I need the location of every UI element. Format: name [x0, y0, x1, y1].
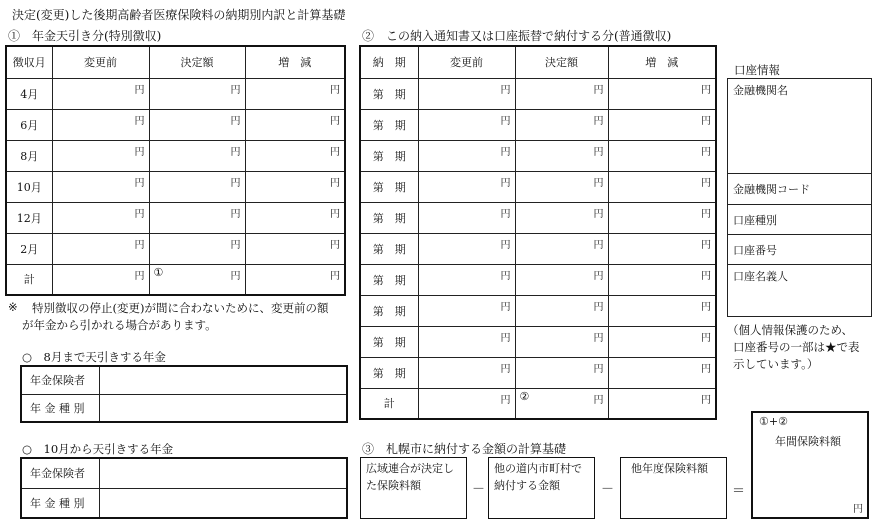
period-label: 第 期	[360, 233, 418, 264]
yen-unit: 円	[593, 394, 604, 406]
header-decided: 決定額	[149, 46, 245, 78]
table-row	[360, 233, 716, 264]
row-label: 4月	[6, 78, 52, 109]
total-label: 計	[360, 388, 418, 419]
before-cell[interactable]	[52, 233, 149, 264]
table-row	[360, 264, 716, 295]
before-cell[interactable]	[52, 202, 149, 233]
yen-unit: 円	[330, 208, 340, 220]
account-number-label: 口座番号	[733, 243, 777, 257]
total-row	[6, 264, 345, 295]
pension-insurer-value[interactable]	[99, 366, 347, 394]
row-label: 計	[6, 264, 52, 295]
row-label: 2月	[6, 233, 52, 264]
before-cell[interactable]	[418, 264, 515, 295]
yen-unit: 円	[330, 84, 340, 96]
change-cell[interactable]	[608, 388, 716, 419]
yen-unit: 円	[230, 177, 241, 189]
period-label: 第 期	[360, 295, 418, 326]
change-cell[interactable]	[608, 326, 716, 357]
header-before: 変更前	[52, 46, 149, 78]
yen-unit: 円	[593, 208, 604, 220]
note-mark: ※	[8, 300, 18, 314]
yen-unit: 円	[500, 301, 511, 313]
yen-unit: 円	[500, 239, 511, 251]
decided-cell[interactable]	[515, 140, 608, 171]
table-row	[6, 233, 345, 264]
pension-aug-heading: ○ 8月まで天引きする年金	[22, 350, 166, 364]
yen-unit: 円	[701, 270, 711, 282]
change-cell[interactable]	[245, 171, 345, 202]
yen-unit: 円	[701, 84, 711, 96]
before-cell[interactable]	[418, 357, 515, 388]
before-cell[interactable]	[418, 78, 515, 109]
before-cell[interactable]	[418, 202, 515, 233]
decided-cell[interactable]	[515, 171, 608, 202]
pension-aug-table	[20, 365, 348, 423]
pension-type-label: 年 金 種 別	[21, 488, 99, 518]
decided-cell[interactable]	[515, 264, 608, 295]
decided-cell[interactable]	[149, 171, 245, 202]
yen-unit: 円	[330, 115, 340, 127]
box1-line1: 広域連合が決定し	[366, 462, 454, 475]
yen-unit: 円	[593, 270, 604, 282]
yen-unit: 円	[330, 146, 340, 158]
privacy-note-2: 口座番号の一部は★で表	[733, 340, 860, 354]
yen-unit: 円	[701, 208, 711, 220]
account-heading: 口座情報	[734, 63, 780, 77]
decided-cell[interactable]	[515, 295, 608, 326]
yen-unit: 円	[500, 115, 511, 127]
change-cell[interactable]	[245, 78, 345, 109]
yen-unit: 円	[701, 146, 711, 158]
period-label: 第 期	[360, 202, 418, 233]
note-line2: が年金から引かれる場合があります。	[22, 318, 217, 332]
sec1-heading: ① 年金天引き分(特別徴収)	[8, 29, 162, 43]
yen-unit: 円	[134, 270, 145, 282]
yen-unit: 円	[593, 115, 604, 127]
yen-unit: 円	[500, 394, 511, 406]
row-label: 8月	[6, 140, 52, 171]
decided-cell[interactable]	[149, 202, 245, 233]
pension-type-value[interactable]	[99, 394, 347, 422]
header-month: 徴収月	[6, 46, 52, 78]
yen-unit: 円	[134, 239, 145, 251]
yen-unit: 円	[593, 332, 604, 344]
before-cell[interactable]	[52, 78, 149, 109]
box-annual-premium[interactable]	[751, 411, 869, 519]
yen-unit: 円	[230, 239, 241, 251]
account-holder-label: 口座名義人	[733, 270, 788, 283]
change-cell[interactable]	[245, 233, 345, 264]
minus-sign-2: －	[601, 482, 615, 497]
yen-unit: 円	[701, 363, 711, 375]
pension-oct-table	[20, 457, 348, 519]
account-holder-cell[interactable]	[728, 265, 872, 317]
box1-line2: た保険料額	[366, 479, 421, 492]
yen-unit: 円	[593, 301, 604, 313]
privacy-note-1: （個人情報保護のため、	[727, 323, 854, 337]
decided-cell[interactable]	[149, 233, 245, 264]
box-other-year[interactable]	[620, 457, 727, 519]
yen-unit: 円	[701, 115, 711, 127]
box2-line2: 納付する金額	[494, 479, 560, 492]
box4-line1: ①+②	[759, 415, 788, 428]
sec2-heading: ② この納入通知書又は口座振替で納付する分(普通徴収)	[362, 29, 672, 43]
yen-unit: 円	[330, 270, 340, 282]
table-row	[360, 109, 716, 140]
before-cell[interactable]	[418, 140, 515, 171]
table-row	[6, 140, 345, 171]
sec3-heading: ③ 札幌市に納付する金額の計算基礎	[362, 442, 567, 456]
yen-unit: 円	[230, 115, 241, 127]
yen-unit: 円	[701, 301, 711, 313]
yen-unit: 円	[853, 504, 863, 515]
yen-unit: 円	[701, 394, 711, 406]
yen-unit: 円	[330, 177, 340, 189]
period-label: 第 期	[360, 357, 418, 388]
bank-name-cell[interactable]	[728, 79, 872, 174]
decided-cell[interactable]	[515, 109, 608, 140]
total-mark-2: ②	[519, 389, 530, 403]
bank-name-label: 金融機関名	[733, 84, 788, 97]
decided-total-cell[interactable]	[149, 264, 245, 295]
change-cell[interactable]	[608, 295, 716, 326]
period-label: 第 期	[360, 264, 418, 295]
box-other-municipality[interactable]	[488, 457, 595, 519]
table-row	[360, 202, 716, 233]
decided-cell[interactable]	[515, 326, 608, 357]
yen-unit: 円	[230, 270, 241, 282]
table-row	[360, 171, 716, 202]
before-cell[interactable]	[418, 109, 515, 140]
page-title: 決定(変更)した後期高齢者医療保険料の納期別内訳と計算基礎	[12, 8, 346, 22]
box4-line2: 年間保険料額	[775, 435, 841, 448]
table-row	[360, 140, 716, 171]
yen-unit: 円	[593, 84, 604, 96]
header-change: 増 減	[245, 46, 345, 78]
change-cell[interactable]	[245, 264, 345, 295]
period-label: 第 期	[360, 326, 418, 357]
decided-cell[interactable]	[515, 233, 608, 264]
yen-unit: 円	[134, 177, 145, 189]
total-mark-1: ①	[153, 265, 164, 279]
account-type-label: 口座種別	[733, 213, 777, 227]
header-before: 変更前	[418, 46, 515, 78]
table-row	[6, 78, 345, 109]
yen-unit: 円	[500, 146, 511, 158]
table-row	[360, 295, 716, 326]
change-cell[interactable]	[608, 78, 716, 109]
yen-unit: 円	[701, 239, 711, 251]
yen-unit: 円	[134, 146, 145, 158]
yen-unit: 円	[701, 332, 711, 344]
yen-unit: 円	[500, 363, 511, 375]
pension-insurer-label: 年金保険者	[21, 366, 99, 394]
total-row	[360, 388, 716, 419]
yen-unit: 円	[230, 146, 241, 158]
table-row	[6, 171, 345, 202]
yen-unit: 円	[230, 84, 241, 96]
change-cell[interactable]	[608, 264, 716, 295]
yen-unit: 円	[500, 84, 511, 96]
period-label: 第 期	[360, 171, 418, 202]
pension-insurer-value[interactable]	[99, 458, 347, 488]
table-row	[6, 109, 345, 140]
account-number-cell[interactable]	[728, 235, 872, 265]
yen-unit: 円	[593, 177, 604, 189]
yen-unit: 円	[593, 146, 604, 158]
yen-unit: 円	[500, 332, 511, 344]
row-label: 12月	[6, 202, 52, 233]
change-cell[interactable]	[608, 202, 716, 233]
change-cell[interactable]	[245, 140, 345, 171]
decided-cell[interactable]	[515, 357, 608, 388]
yen-unit: 円	[134, 115, 145, 127]
change-cell[interactable]	[608, 140, 716, 171]
table-row	[360, 78, 716, 109]
minus-sign-1: －	[472, 482, 486, 497]
privacy-note-3: 示しています。）	[733, 357, 819, 371]
pension-insurer-label: 年金保険者	[21, 458, 99, 488]
box3-line1: 他年度保険料額	[631, 462, 708, 475]
change-cell[interactable]	[245, 202, 345, 233]
before-cell[interactable]	[52, 264, 149, 295]
pension-type-value[interactable]	[99, 488, 347, 518]
decided-cell[interactable]	[515, 202, 608, 233]
before-cell[interactable]	[418, 295, 515, 326]
header-period: 納 期	[360, 46, 418, 78]
decided-cell[interactable]	[149, 78, 245, 109]
change-cell[interactable]	[608, 109, 716, 140]
change-cell[interactable]	[608, 357, 716, 388]
bank-code-cell[interactable]	[728, 174, 872, 205]
yen-unit: 円	[500, 208, 511, 220]
header-decided: 決定額	[515, 46, 608, 78]
decided-cell[interactable]	[515, 78, 608, 109]
decided-total-cell[interactable]	[515, 388, 608, 419]
pension-type-label: 年 金 種 別	[21, 394, 99, 422]
before-cell[interactable]	[52, 171, 149, 202]
table-row	[360, 357, 716, 388]
row-label: 6月	[6, 109, 52, 140]
yen-unit: 円	[593, 239, 604, 251]
box-wide-area-premium[interactable]	[360, 457, 467, 519]
before-cell[interactable]	[52, 109, 149, 140]
period-label: 第 期	[360, 140, 418, 171]
change-cell[interactable]	[608, 233, 716, 264]
yen-unit: 円	[330, 239, 340, 251]
note-line1: 特別徴収の停止(変更)が間に合わないために、変更前の額	[32, 301, 329, 315]
period-label: 第 期	[360, 78, 418, 109]
box2-line1: 他の道内市町村で	[494, 462, 582, 475]
yen-unit: 円	[701, 177, 711, 189]
before-cell[interactable]	[418, 233, 515, 264]
yen-unit: 円	[593, 363, 604, 375]
header-change: 増 減	[608, 46, 716, 78]
yen-unit: 円	[230, 208, 241, 220]
before-cell[interactable]	[418, 171, 515, 202]
account-table	[727, 78, 872, 317]
change-cell[interactable]	[245, 109, 345, 140]
row-label: 10月	[6, 171, 52, 202]
yen-unit: 円	[500, 270, 511, 282]
change-cell[interactable]	[608, 171, 716, 202]
normal-collection-table	[359, 45, 717, 420]
period-label: 第 期	[360, 109, 418, 140]
before-cell[interactable]	[52, 140, 149, 171]
decided-cell[interactable]	[149, 109, 245, 140]
before-cell[interactable]	[418, 326, 515, 357]
decided-cell[interactable]	[149, 140, 245, 171]
pension-oct-heading: ○ 10月から天引きする年金	[22, 442, 174, 456]
yen-unit: 円	[134, 84, 145, 96]
bank-code-label: 金融機関コード	[733, 183, 810, 196]
equals-sign: ＝	[732, 484, 746, 499]
special-collection-table	[5, 45, 346, 296]
yen-unit: 円	[134, 208, 145, 220]
yen-unit: 円	[500, 177, 511, 189]
table-row	[6, 202, 345, 233]
account-type-cell[interactable]	[728, 205, 872, 235]
table-row	[360, 326, 716, 357]
before-cell[interactable]	[418, 388, 515, 419]
